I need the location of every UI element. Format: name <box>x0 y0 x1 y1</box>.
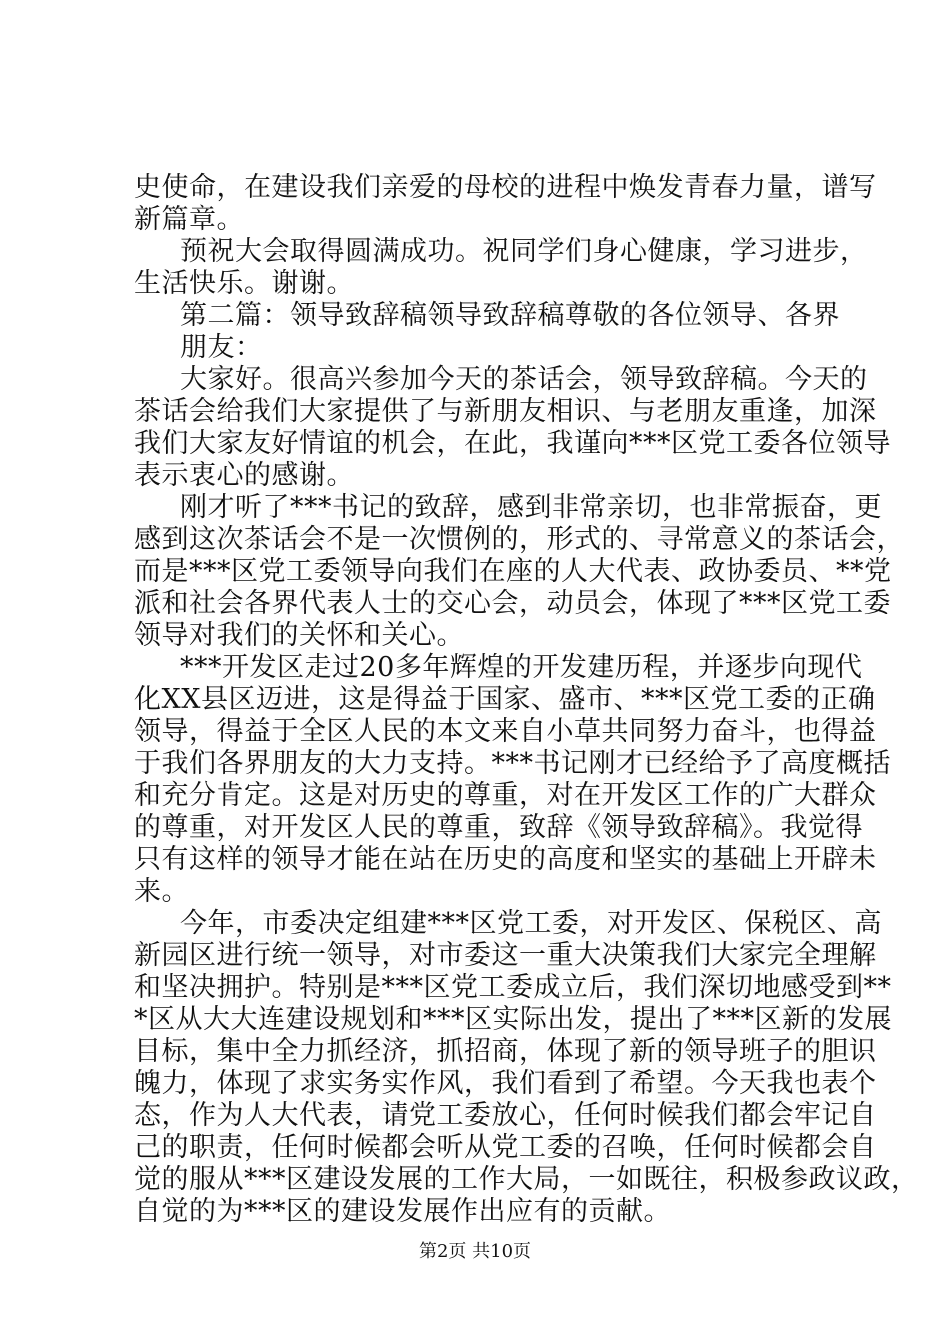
text-line: 化XX县区迈进，这是得益于国家、盛市、***区党工委的正确 <box>134 684 876 715</box>
page-footer: 第2页 共10页 <box>418 1241 532 1262</box>
text-line: 只有这样的领导才能在站在历史的高度和坚实的基础上开辟未 <box>134 844 877 875</box>
section-heading: 第二篇：领导致辞稿领导致辞稿尊敬的各位领导、各界 <box>180 300 840 331</box>
text-line: 魄力，体现了求实务实作风，我们看到了希望。今天我也表个 <box>134 1068 877 1099</box>
text-line: 生活快乐。谢谢。 <box>134 268 354 299</box>
text-line: 领导对我们的关怀和关心。 <box>134 620 464 651</box>
text-line: 自觉的为***区的建设发展作出应有的贡献。 <box>134 1196 671 1227</box>
text-line: 态，作为人大代表，请党工委放心，任何时候我们都会牢记自 <box>134 1100 877 1131</box>
text-line: 于我们各界朋友的大力支持。***书记刚才已经给予了高度概括 <box>134 748 891 779</box>
text-line: 新园区进行统一领导，对市委这一重大决策我们大家完全理解 <box>134 940 877 971</box>
body-text <box>134 172 919 1228</box>
text-line: 今年，市委决定组建***区党工委，对开发区、保税区、高 <box>180 908 882 939</box>
text-line: 大家好。很高兴参加今天的茶话会，领导致辞稿。今天的 <box>180 364 868 395</box>
text-line: 而是***区党工委领导向我们在座的人大代表、政协委员、**党 <box>134 556 892 587</box>
text-line: 来。 <box>134 876 189 907</box>
text-line: 觉的服从***区建设发展的工作大局，一如既往，积极参政议政， <box>134 1164 919 1195</box>
text-line: 表示衷心的感谢。 <box>134 460 354 491</box>
text-line: ***开发区走过20多年辉煌的开发建历程，并逐步向现代 <box>180 652 863 683</box>
text-line: 茶话会给我们大家提供了与新朋友相识、与老朋友重逢，加深 <box>134 396 877 427</box>
text-line: *区从大大连建设规划和***区实际出发，提出了***区新的发展 <box>134 1004 892 1035</box>
text-line: 领导，得益于全区人民的本文来自小草共同努力奋斗，也得益 <box>134 716 877 747</box>
text-line: 和坚决拥护。特别是***区党工委成立后，我们深切地感受到** <box>134 972 892 1003</box>
text-line: 我们大家友好情谊的机会，在此，我谨向***区党工委各位领导 <box>134 428 891 459</box>
text-line: 新篇章。 <box>134 204 244 235</box>
text-line: 和充分肯定。这是对历史的尊重，对在开发区工作的广大群众 <box>134 780 877 811</box>
text-line: 刚才听了***书记的致辞，感到非常亲切，也非常振奋，更 <box>180 492 882 523</box>
text-line: 己的职责，任何时候都会听从党工委的召唤，任何时候都会自 <box>134 1132 877 1163</box>
text-line: 感到这次茶话会不是一次惯例的，形式的、寻常意义的茶话会， <box>134 524 904 555</box>
text-line: 预祝大会取得圆满成功。祝同学们身心健康，学习进步， <box>180 236 868 267</box>
text-line: 史使命，在建设我们亲爱的母校的进程中焕发青春力量，谱写 <box>134 172 877 203</box>
text-line: 派和社会各界代表人士的交心会，动员会，体现了***区党工委 <box>134 588 891 619</box>
text-line: 的尊重，对开发区人民的尊重，致辞《领导致辞稿》。我觉得 <box>134 812 863 843</box>
section-heading-continued: 朋友： <box>180 332 263 363</box>
text-line: 目标，集中全力抓经济，抓招商，体现了新的领导班子的胆识 <box>134 1036 877 1067</box>
